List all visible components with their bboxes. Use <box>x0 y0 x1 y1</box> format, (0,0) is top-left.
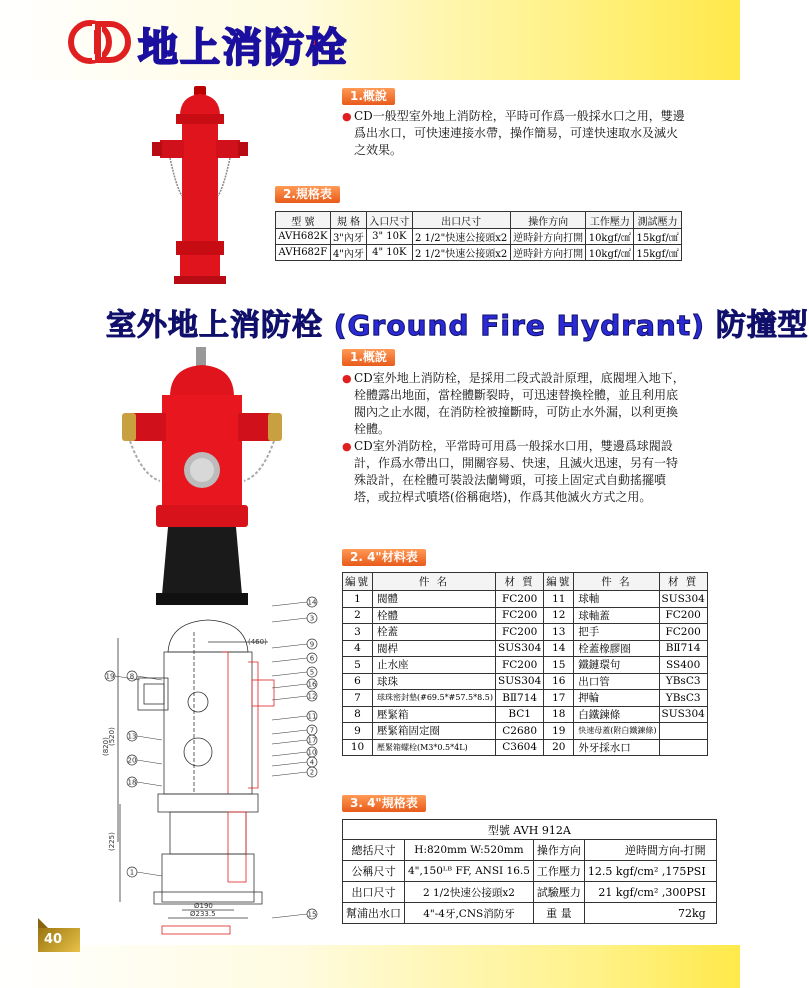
cell: FC200 <box>496 624 544 641</box>
table-row <box>343 657 708 674</box>
th-part-2: 件 名 <box>574 573 659 591</box>
cell: 11 <box>544 591 574 608</box>
dim-820: (820) <box>102 737 110 756</box>
cell: 快速母蓋(附白鐵鍊條) <box>574 723 659 740</box>
callout-leader <box>137 872 162 876</box>
dim-460: (460) <box>248 638 267 646</box>
callout-number: 9 <box>309 640 315 649</box>
cell: SUS304 <box>659 706 707 723</box>
materials-table <box>342 572 708 756</box>
callout-leader <box>272 730 307 734</box>
cell: 白鐵鍊條 <box>574 706 659 723</box>
th-outlet: 出口尺寸 <box>412 212 510 229</box>
cell: 栓體 <box>373 607 496 624</box>
cell <box>659 723 707 740</box>
callout-number: 17 <box>307 736 317 745</box>
page-title: 地上消防栓 <box>138 25 348 71</box>
cell: 球珠 <box>373 673 496 690</box>
callout-number: 11 <box>307 712 317 721</box>
th-working-pressure: 工作壓力 <box>586 212 634 229</box>
cell: FC200 <box>496 591 544 608</box>
cell: 栓蓋橡膠圈 <box>574 640 659 657</box>
cell: SS400 <box>659 657 707 674</box>
cell: 逆時針方向打開 <box>510 229 586 245</box>
cell: 押輪 <box>574 690 659 707</box>
th-inlet: 入口尺寸 <box>367 212 412 229</box>
table-row <box>343 723 708 740</box>
cell: 3"內牙 <box>330 229 366 245</box>
th-no-2: 編號 <box>544 573 574 591</box>
cell: 壓緊箱固定圈 <box>373 723 496 740</box>
th-no: 編號 <box>343 573 373 591</box>
table-row <box>343 624 708 641</box>
model-label: 型號 <box>487 823 510 837</box>
section2-title-cn: 室外地上消防栓 <box>106 308 323 343</box>
callout-leader <box>272 618 307 622</box>
cell: 閥桿 <box>373 640 496 657</box>
cell: 幫浦出水口 <box>343 903 405 924</box>
callout-leader <box>272 762 307 766</box>
dim-2335: Ø233.5 <box>190 910 216 918</box>
cell: 15kgf/㎠ <box>634 245 682 261</box>
cell: 21 kgf/cm² ,300PSI <box>584 882 716 903</box>
table-row <box>276 229 682 245</box>
cell: FC200 <box>496 657 544 674</box>
footer-band <box>0 945 740 988</box>
cell: 鐵鏈環句 <box>574 657 659 674</box>
callout-leader <box>272 716 307 720</box>
cell: 5 <box>343 657 373 674</box>
cell: SUS304 <box>659 591 707 608</box>
callout-number: 18 <box>127 778 137 787</box>
cell: 閥體 <box>373 591 496 608</box>
cell: 栓蓋 <box>373 624 496 641</box>
cell: 逆時針方向打開 <box>510 245 586 261</box>
callout-number: 1 <box>129 868 135 877</box>
callout-number: 16 <box>307 680 317 689</box>
cell: 2 1/2"快速公接頭x2 <box>412 245 510 261</box>
cell: 15 <box>544 657 574 674</box>
cell: C3604 <box>496 739 544 756</box>
cell: 公稱尺寸 <box>343 861 405 882</box>
cell: 把手 <box>574 624 659 641</box>
callout-number: 13 <box>127 732 137 741</box>
cell: 10kgf/㎠ <box>586 245 634 261</box>
section2-overview <box>342 370 687 506</box>
cell: 外牙採水口 <box>574 739 659 756</box>
hydrant-photo-standard <box>150 86 250 286</box>
callout-leader <box>272 772 307 776</box>
cell: 4"-4牙,CNS消防牙 <box>405 903 534 924</box>
callout-number: 3 <box>309 614 315 623</box>
spec2-pill: 3. 4"規格表 <box>342 795 426 812</box>
th-operation: 操作方向 <box>510 212 586 229</box>
cell: 重 量 <box>533 903 584 924</box>
callout-number: 19 <box>105 672 115 681</box>
cell: BⅡ714 <box>659 640 707 657</box>
section1-spec-pill: 2.規格表 <box>275 186 340 203</box>
cell: 總括尺寸 <box>343 840 405 861</box>
cell: 4 <box>343 640 373 657</box>
table-row <box>343 591 708 608</box>
cell: 16 <box>544 673 574 690</box>
callout-number: 12 <box>307 692 317 701</box>
callout-number: 10 <box>307 748 317 757</box>
cell: 20 <box>544 739 574 756</box>
cell: 球軸蓋 <box>574 607 659 624</box>
cell: 6 <box>343 673 373 690</box>
table-row <box>343 903 717 924</box>
table-row <box>343 840 717 861</box>
section2-overview-text-1: ● CD室外地上消防栓，是採用二段式設計原理，底閥埋入地下，栓體露出地面，當栓體斷裂時，可迅速替換栓體，並且利用底閥內之止水閥，在消防栓被撞斷時，可防止水外漏，以利更換栓體。 <box>342 370 687 438</box>
table-row <box>276 245 682 261</box>
cell: 壓緊箱 <box>373 706 496 723</box>
cell: SUS304 <box>496 673 544 690</box>
cell: 2 1/2快速公接頭x2 <box>405 882 534 903</box>
cell: 球軸 <box>574 591 659 608</box>
cell: C2680 <box>496 723 544 740</box>
cell <box>659 739 707 756</box>
cell: 出口尺寸 <box>343 882 405 903</box>
cell: FC200 <box>496 607 544 624</box>
section1-overview-pill: 1.概說 <box>342 88 395 105</box>
cell: H:820mm W:520mm <box>405 840 534 861</box>
cell: 7 <box>343 690 373 707</box>
table-row <box>343 607 708 624</box>
cd-logo <box>68 20 128 64</box>
callout-number: 7 <box>309 726 315 735</box>
cell: 2 <box>343 607 373 624</box>
cell: 球珠密封墊(#69.5*#57.5*8.5) <box>373 690 496 707</box>
callout-number: 14 <box>307 598 317 607</box>
cell: 12 <box>544 607 574 624</box>
cell: YBsC3 <box>659 690 707 707</box>
section2-title <box>106 300 809 344</box>
cell: AVH682K <box>276 229 331 245</box>
cell: 4" 10K <box>367 245 412 261</box>
th-part: 件 名 <box>373 573 496 591</box>
callout-number: 5 <box>309 668 315 677</box>
cell: 出口管 <box>574 673 659 690</box>
table-row <box>343 690 708 707</box>
callout-leader <box>272 644 307 648</box>
cell: 14 <box>544 640 574 657</box>
cell: 8 <box>343 706 373 723</box>
callout-number: 6 <box>309 654 315 663</box>
section1-overview-text: ● CD一般型室外地上消防栓，平時可作爲一般採水口之用，雙邊爲出水口，可快速連接水帶，操作簡易，可達快速取水及滅火之效果。 <box>342 108 687 159</box>
callout-leader <box>137 782 162 786</box>
cell: 72kg <box>584 903 716 924</box>
section2-title-suffix: 防撞型 <box>715 308 809 343</box>
cross-section-drawing <box>98 592 328 944</box>
dim-520: (520) <box>108 727 116 746</box>
cell: 17 <box>544 690 574 707</box>
callout-leader <box>272 752 307 756</box>
callout-leader <box>137 736 162 740</box>
callout-leader <box>272 672 307 676</box>
table-row <box>343 640 708 657</box>
cell: 工作壓力 <box>533 861 584 882</box>
section1-overview <box>342 108 687 159</box>
page-tab-corner <box>38 918 48 928</box>
table-row <box>343 882 717 903</box>
callout-leader <box>137 760 162 764</box>
cell: YBsC3 <box>659 673 707 690</box>
materials-pill: 2. 4"材料表 <box>342 549 426 566</box>
cell: 操作方向 <box>533 840 584 861</box>
section2-overview-text-2: ● CD室外消防栓，平常時可用爲一般採水口用，雙邊爲球閥設計，作爲水帶出口，開關容易、快速，且滅火迅速，另有一特殊設計，在栓體可裝設法蘭彎頭，可接上固定式自動搖擺噴塔，或拉桿式噴塔(俗稱砲塔)，作爲其他滅火方式之用。 <box>342 438 687 506</box>
cell: 3 <box>343 624 373 641</box>
cell: 逆時間方向-打開 <box>584 840 716 861</box>
cell: SUS304 <box>496 640 544 657</box>
cell: 10 <box>343 739 373 756</box>
hydrant-photo-anticollision <box>112 345 292 607</box>
callout-leader <box>272 696 307 700</box>
table-row <box>343 861 717 882</box>
table-row <box>343 706 708 723</box>
callout-leader <box>272 740 307 744</box>
cell: 3" 10K <box>367 229 412 245</box>
page-number: 40 <box>38 928 80 952</box>
dim-225: (225) <box>108 832 116 851</box>
th-test-pressure: 測試壓力 <box>634 212 682 229</box>
th-spec: 規 格 <box>330 212 366 229</box>
callout-leader <box>272 602 307 606</box>
model-row <box>343 820 717 840</box>
th-material: 材 質 <box>496 573 544 591</box>
callout-leader <box>272 658 307 662</box>
cell: 12.5 kgf/cm² ,175PSI <box>584 861 716 882</box>
cell: FC200 <box>659 607 707 624</box>
cell: 15kgf/㎠ <box>634 229 682 245</box>
section2-overview-pill: 1.概說 <box>342 349 395 366</box>
cell: 19 <box>544 723 574 740</box>
model-value: AVH 912A <box>513 823 571 837</box>
cell: 9 <box>343 723 373 740</box>
callout-leader <box>272 914 307 918</box>
dim-190: Ø190 <box>194 902 213 910</box>
cell: 18 <box>544 706 574 723</box>
section2-title-en: (Ground Fire Hydrant) <box>333 309 706 342</box>
cell: 10kgf/㎠ <box>586 229 634 245</box>
table-row <box>343 739 708 756</box>
cell: AVH682F <box>276 245 331 261</box>
callout-number: 20 <box>127 756 137 765</box>
th-material-2: 材 質 <box>659 573 707 591</box>
table-row <box>343 673 708 690</box>
callout-number: 15 <box>307 910 317 919</box>
cell: 止水座 <box>373 657 496 674</box>
cell: 試驗壓力 <box>533 882 584 903</box>
callout-leader <box>272 684 307 688</box>
spec-table-standard <box>275 211 682 261</box>
callout-number: 2 <box>309 768 315 777</box>
cell: BⅡ714 <box>496 690 544 707</box>
cell: FC200 <box>659 624 707 641</box>
cell: 4"內牙 <box>330 245 366 261</box>
cell: 13 <box>544 624 574 641</box>
callout-number: 4 <box>309 758 315 767</box>
cell: 壓緊箱螺栓(M3*0.5*4L) <box>373 739 496 756</box>
cell: 4",150ᴸᴮ FF, ANSI 16.5 <box>405 861 534 882</box>
cell: BC1 <box>496 706 544 723</box>
cell: 1 <box>343 591 373 608</box>
callout-number: 8 <box>129 672 135 681</box>
spec-table-4inch <box>342 819 717 924</box>
cell: 2 1/2"快速公接頭x2 <box>412 229 510 245</box>
th-model: 型 號 <box>276 212 331 229</box>
